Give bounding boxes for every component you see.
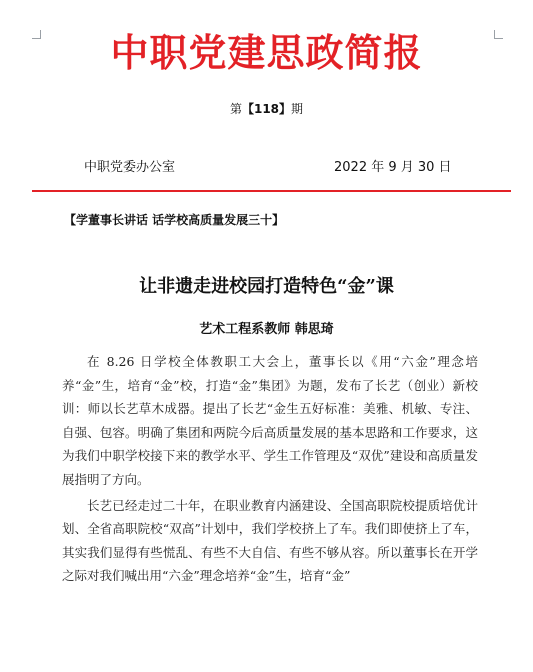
column-heading: 【学董事长讲话 话学校高质量发展三十】 — [64, 213, 285, 227]
article-byline: 艺术工程系教师 韩思琦 — [199, 322, 334, 337]
newsletter-masthead: 中职党建思政简报 — [110, 31, 423, 75]
red-divider-line — [32, 190, 511, 192]
issue-date: 2022 年 9 月 30 日 — [334, 160, 452, 175]
issue-number — [0, 100, 533, 117]
article-title: 让非遗走进校园打造特色“金”课 — [139, 276, 394, 297]
issue-suffix: 期 — [291, 102, 304, 116]
issue-number-value: 【118】 — [241, 102, 292, 116]
issuing-office: 中职党委办公室 — [84, 160, 176, 175]
issue-prefix: 第 — [229, 102, 242, 116]
article-paragraph: 在 8.26 日学校全体教职工大会上，董事长以《用“六金”理念培养“金”生，培育“金”校，打造“金”集团》为题，发布了长艺（创业）新校训：师以长艺草木成器。提出了长艺“金生五好标准：美雅、机敏、专注、自强、包容。明确了集团和两院今后高质量发展的基本思路和工作要求，这为我们中职学校接下来的教学水平、学生工作管理及“双优”建设和高质量发展指明了方向。 — [62, 354, 478, 487]
article-paragraph: 长艺已经走过二十年，在职业教育内涵建设、全国高职院校提质培优计划、全省高职院校“双高”计划中，我们学校挤上了车。我们即使挤上了车，其实我们显得有些慌乱、有些不大自信、有些不够从容。所以董事长在开学之际对我们喊出用“六金”理念培养“金”生，培育“金” — [62, 497, 478, 584]
article-body — [62, 350, 478, 588]
